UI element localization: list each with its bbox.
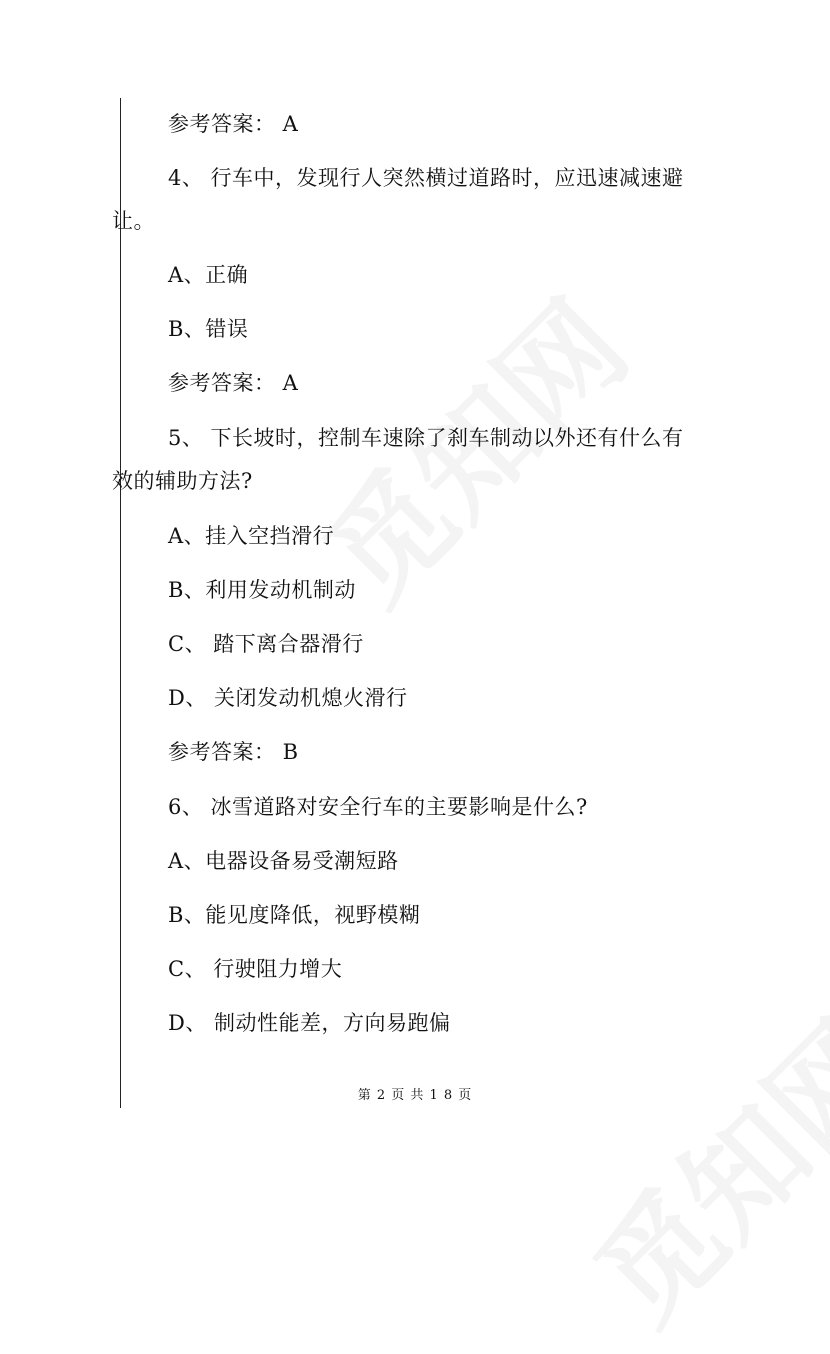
option-line: B、能见度降低，视野模糊 bbox=[168, 903, 421, 927]
question-line: 4、 行车中，发现行人突然横过道路时，应迅速减速避 bbox=[168, 166, 684, 190]
option-line: B、利用发动机制动 bbox=[168, 578, 356, 602]
option-line: A、电器设备易受潮短路 bbox=[168, 849, 399, 873]
answer-line: 参考答案： A bbox=[168, 371, 299, 395]
answer-line: 参考答案： A bbox=[168, 112, 299, 136]
answer-line: 参考答案： B bbox=[168, 740, 299, 764]
option-line: D、 制动性能差，方向易跑偏 bbox=[168, 1011, 451, 1035]
option-line: C、 行驶阻力增大 bbox=[168, 957, 343, 981]
watermark bbox=[552, 978, 830, 1354]
option-line: C、 踏下离合器滑行 bbox=[168, 632, 364, 656]
question-line: 6、 冰雪道路对安全行车的主要影响是什么? bbox=[168, 795, 588, 819]
option-line: B、错误 bbox=[168, 317, 249, 341]
page-footer: 第 2 页 共 1 8 页 bbox=[357, 1088, 473, 1103]
option-line: D、 关闭发动机熄火滑行 bbox=[168, 686, 408, 710]
option-line: A、正确 bbox=[168, 263, 249, 287]
margin-rule bbox=[120, 98, 121, 1108]
question-line: 5、 下长坡时，控制车速除了刹车制动以外还有什么有 bbox=[168, 426, 684, 450]
option-line: A、挂入空挡滑行 bbox=[168, 524, 335, 548]
question-line: 效的辅助方法? bbox=[112, 469, 253, 493]
question-line: 让。 bbox=[112, 209, 155, 233]
